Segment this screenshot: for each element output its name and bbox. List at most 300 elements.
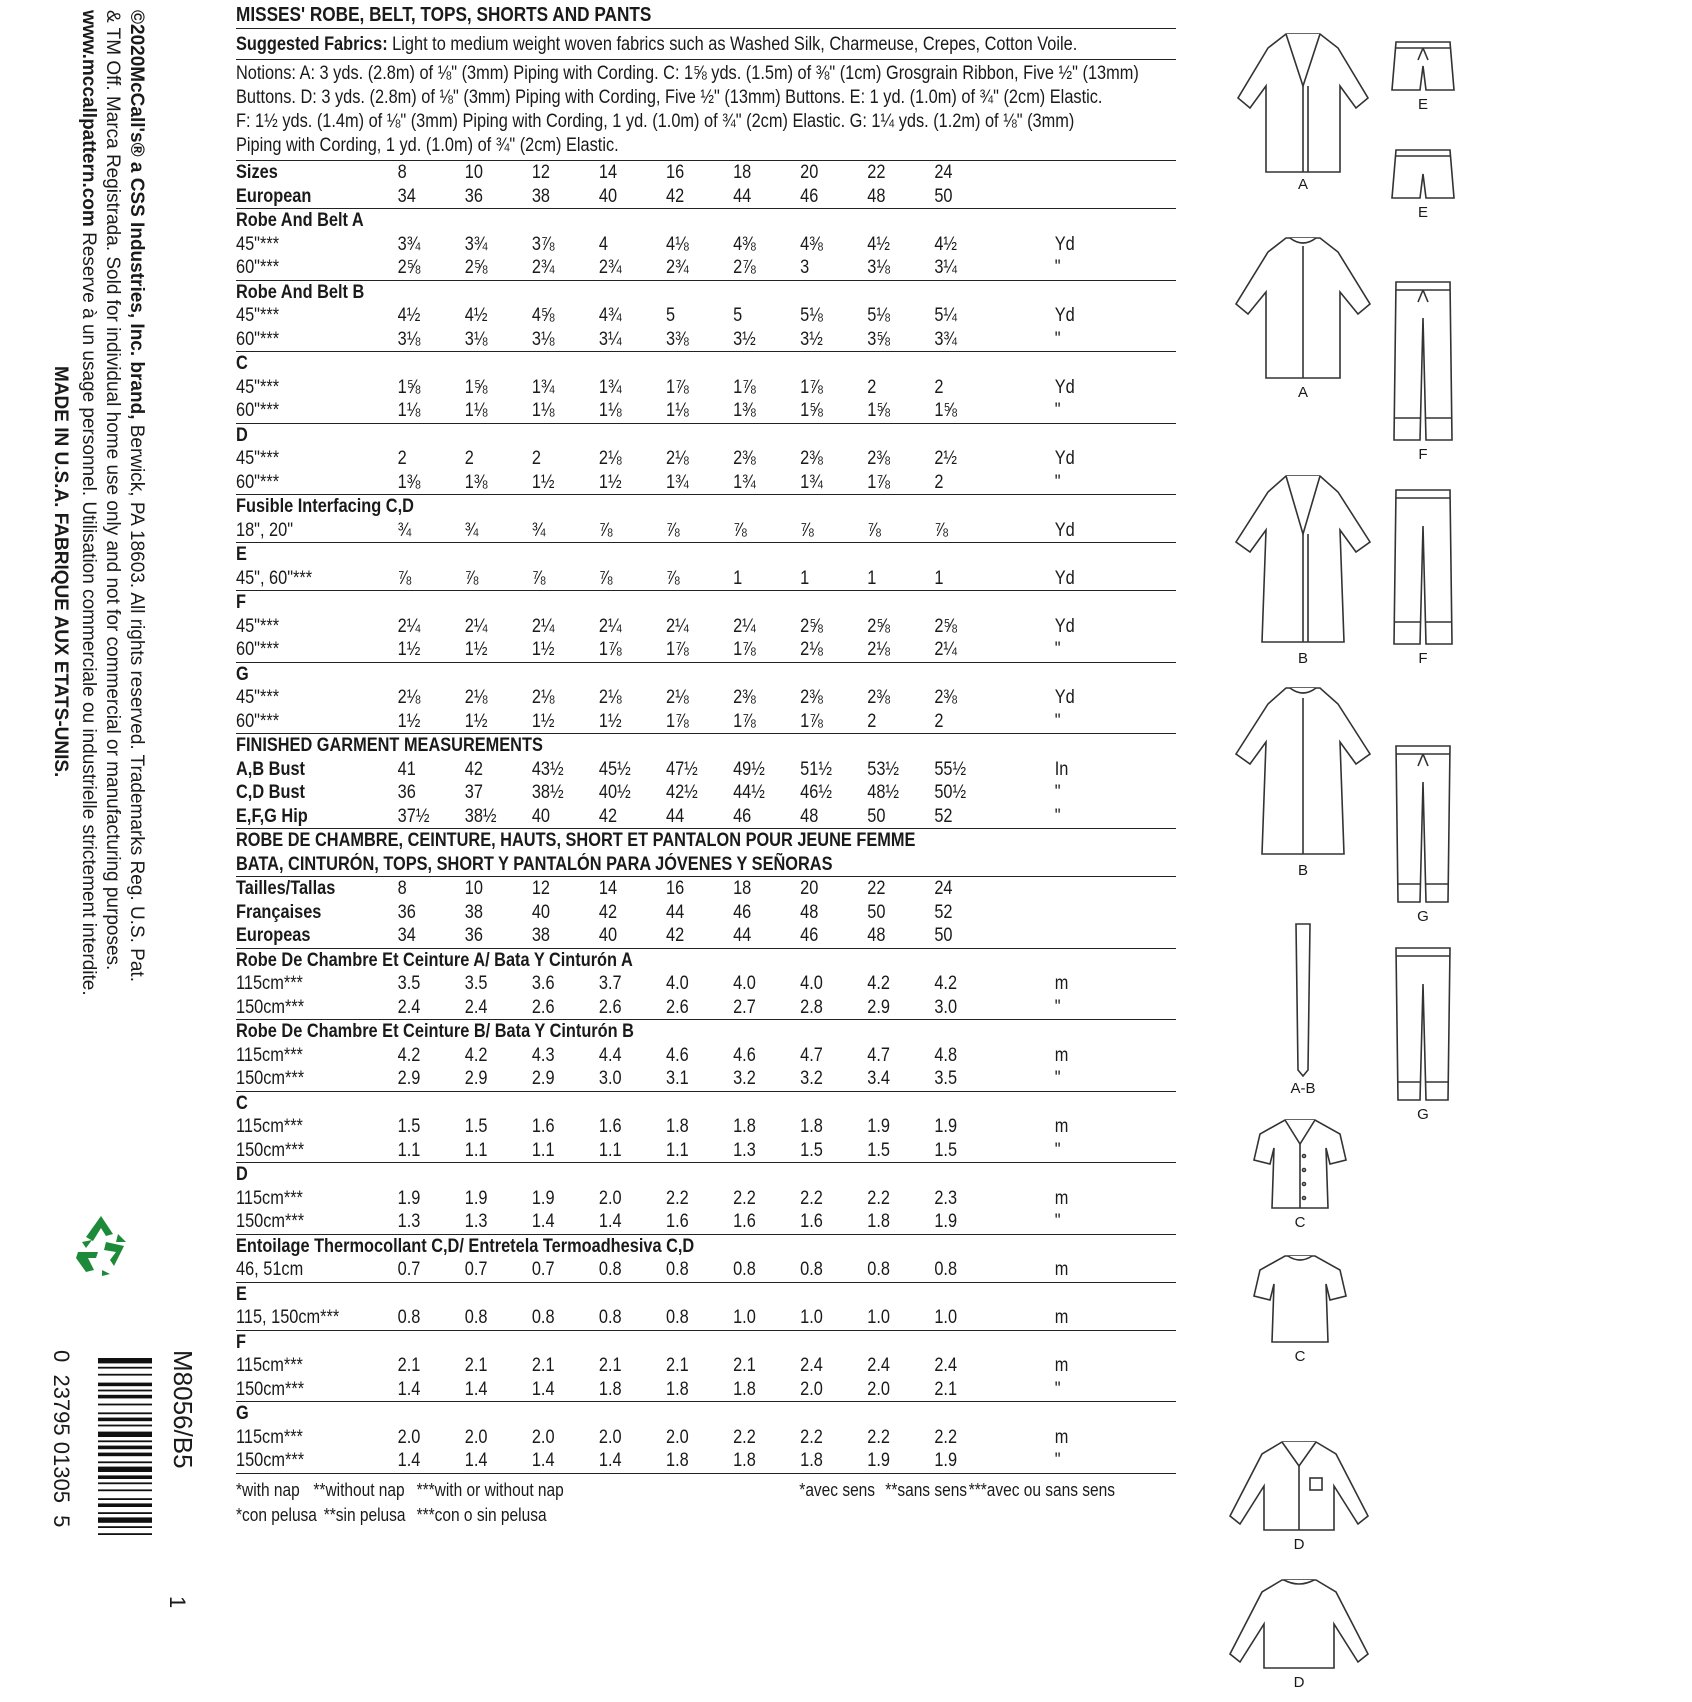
table-row bbox=[236, 901, 1176, 925]
table-cell: 2¼ bbox=[464, 615, 488, 637]
table-cell: 3⅝ bbox=[867, 328, 890, 350]
legal-line-3 bbox=[76, 10, 100, 996]
table-row bbox=[236, 638, 1176, 662]
view-label: B bbox=[1297, 650, 1308, 667]
table-cell: 24 bbox=[934, 162, 953, 183]
table-row bbox=[236, 710, 1176, 734]
robe-a-drawing bbox=[1228, 26, 1378, 193]
table-cell: 40 bbox=[531, 805, 551, 827]
table-cell: 3.7 bbox=[598, 973, 622, 994]
table-cell: 1.3 bbox=[733, 1139, 756, 1161]
table-cell: 3.5 bbox=[464, 973, 488, 994]
table-cell: 1⅞ bbox=[800, 710, 823, 732]
table-cell: 4.0 bbox=[800, 973, 823, 994]
table-row bbox=[236, 1354, 1176, 1378]
footnote-avec-ou-sans-sens: ***avec ou sans sens bbox=[968, 1479, 1116, 1500]
table-cell: 1.8 bbox=[598, 1378, 622, 1400]
table-cell: 2.0 bbox=[800, 1378, 823, 1400]
table-cell: 3.2 bbox=[800, 1068, 823, 1089]
table-cell: 1.6 bbox=[733, 1211, 756, 1232]
row-label: 45"*** bbox=[236, 687, 280, 708]
table-cell: 1⅞ bbox=[666, 710, 689, 732]
table-cell: 1.9 bbox=[867, 1116, 890, 1137]
table-cell: 2.0 bbox=[598, 1426, 622, 1448]
table-row bbox=[236, 1044, 1176, 1068]
table-cell: 3½ bbox=[733, 328, 756, 350]
table-cell: 1.4 bbox=[464, 1378, 488, 1400]
legal-line-4: MADE IN U.S.A. FABRIQUE AUX ETATS-UNIS. bbox=[50, 366, 71, 778]
table-cell: 1.4 bbox=[531, 1378, 555, 1400]
table-cell: 3⅛ bbox=[464, 328, 488, 350]
table-cell: 1⅞ bbox=[733, 710, 756, 732]
table-cell: 1.0 bbox=[800, 1307, 823, 1328]
unit-cell: m bbox=[1054, 1044, 1069, 1066]
table-cell: 2⅜ bbox=[867, 448, 890, 469]
table-cell: 40 bbox=[598, 185, 618, 207]
table-row bbox=[236, 615, 1176, 639]
table-cell: 0.7 bbox=[531, 1259, 555, 1280]
table-cell: 2.0 bbox=[867, 1378, 890, 1400]
table-cell: 2⅜ bbox=[733, 687, 756, 708]
section-title bbox=[236, 1020, 1176, 1044]
section-title bbox=[236, 1283, 1176, 1307]
table-cell: 1.5 bbox=[397, 1116, 421, 1137]
table-row bbox=[236, 1210, 1176, 1234]
table-cell: 3⅛ bbox=[397, 328, 421, 350]
table-cell: 1.8 bbox=[666, 1450, 689, 1471]
shorts-e-back-drawing bbox=[1388, 146, 1458, 221]
section-title-text: Fusible Interfacing C,D bbox=[236, 496, 414, 517]
row-label: 115cm*** bbox=[236, 1426, 303, 1448]
section-title bbox=[236, 853, 1176, 877]
row-label: 60"*** bbox=[236, 257, 280, 278]
table-cell: 1.4 bbox=[397, 1378, 421, 1400]
section-title bbox=[236, 829, 1176, 853]
view-label: G bbox=[1417, 908, 1429, 925]
table-cell: 2⅜ bbox=[733, 448, 756, 469]
table-cell: 1.1 bbox=[464, 1139, 488, 1161]
row-label: 18", 20" bbox=[236, 519, 294, 541]
table-cell: 1.6 bbox=[531, 1116, 555, 1137]
table-cell: 2⅜ bbox=[800, 687, 823, 708]
table-cell: 3.2 bbox=[733, 1068, 756, 1089]
table-cell: 37½ bbox=[397, 805, 430, 827]
table-cell: 2¼ bbox=[666, 615, 689, 637]
table-row bbox=[236, 519, 1176, 543]
table-cell: 3⅞ bbox=[531, 233, 555, 255]
table-cell: 2 bbox=[934, 376, 944, 398]
row-label: 60"*** bbox=[236, 639, 280, 660]
table-cell: 5⅛ bbox=[867, 305, 890, 326]
table-cell: 55½ bbox=[934, 758, 967, 780]
table-cell: 43½ bbox=[531, 758, 564, 780]
table-cell: 12 bbox=[531, 162, 551, 183]
table-cell: 3.4 bbox=[867, 1068, 890, 1089]
table-cell: 2.2 bbox=[934, 1426, 958, 1448]
notions-line: Notions: A: 3 yds. (2.8m) of ⅛" (3mm) Piping with Cording. C: 1⅝ yds. (1.5m) of ⅜" (1cm) Grosgrain Ribbon, Five ½" (13mm) bbox=[236, 63, 1139, 84]
table-cell: 2 bbox=[531, 448, 541, 469]
unit-cell: " bbox=[1054, 782, 1061, 803]
section-title-text: E bbox=[236, 544, 247, 565]
table-cell: 1.4 bbox=[531, 1211, 555, 1232]
table-cell: 1⅝ bbox=[867, 400, 890, 421]
fabrics-text: Light to medium weight woven fabrics such as Washed Silk, Charmeuse, Crepes, Cotton Voile. bbox=[387, 34, 1078, 55]
unit-cell: " bbox=[1054, 805, 1061, 827]
barcode-bar bbox=[98, 1404, 152, 1406]
table-cell: 3.0 bbox=[934, 996, 958, 1018]
table-cell: 51½ bbox=[800, 758, 832, 780]
row-label: 150cm*** bbox=[236, 1378, 305, 1400]
table-cell: 1.1 bbox=[531, 1139, 555, 1161]
unit-cell: Yd bbox=[1054, 567, 1075, 589]
table-cell: 4.0 bbox=[666, 973, 689, 994]
table-cell: 4.4 bbox=[598, 1044, 622, 1066]
row-label: 115cm*** bbox=[236, 1044, 303, 1066]
table-cell: 1⅞ bbox=[666, 639, 689, 660]
table-row bbox=[236, 1258, 1176, 1282]
table-cell: 2.9 bbox=[397, 1068, 421, 1089]
barcode-bar bbox=[98, 1446, 152, 1450]
table-cell: 2¾ bbox=[598, 257, 622, 278]
view-label: G bbox=[1417, 1106, 1429, 1123]
table-cell: 34 bbox=[397, 925, 416, 946]
table-cell: 1 bbox=[934, 567, 944, 589]
table-row bbox=[236, 328, 1176, 352]
page-title: MISSES' ROBE, BELT, TOPS, SHORTS AND PANTS bbox=[236, 4, 652, 26]
table-cell: 1½ bbox=[464, 639, 488, 660]
table-row bbox=[236, 1306, 1176, 1330]
table-cell: 1½ bbox=[598, 471, 622, 493]
table-row bbox=[236, 996, 1176, 1020]
legal-line-1 bbox=[124, 10, 148, 982]
unit-cell: " bbox=[1054, 1378, 1061, 1400]
barcode-bar bbox=[98, 1461, 152, 1463]
nap-footnotes bbox=[236, 1474, 1176, 1528]
table-cell: 14 bbox=[598, 162, 618, 183]
table-cell: 3.0 bbox=[598, 1068, 622, 1089]
unit-cell: m bbox=[1054, 1259, 1069, 1280]
table-cell: 4.2 bbox=[867, 973, 890, 994]
table-cell: 3 bbox=[800, 257, 810, 278]
barcode-number: 1 bbox=[165, 1596, 190, 1609]
table-cell: 38 bbox=[464, 901, 483, 923]
unit-cell: Yd bbox=[1054, 305, 1075, 326]
table-cell: 50 bbox=[934, 925, 953, 946]
table-cell: 42½ bbox=[666, 782, 698, 803]
table-cell: ⅞ bbox=[598, 519, 613, 541]
view-label: E bbox=[1417, 96, 1428, 113]
table-cell: 24 bbox=[934, 878, 953, 899]
table-cell: 1.6 bbox=[598, 1116, 622, 1137]
row-label: C,D Bust bbox=[236, 782, 306, 803]
table-cell: 2.0 bbox=[397, 1426, 421, 1448]
unit-cell: Yd bbox=[1054, 233, 1075, 255]
table-cell: 4.7 bbox=[867, 1044, 890, 1066]
section-title-text: C bbox=[236, 1092, 248, 1114]
table-cell: 0.8 bbox=[867, 1259, 890, 1280]
barcode-bar bbox=[98, 1418, 152, 1422]
table-cell: 1½ bbox=[397, 639, 421, 660]
robe-a-back-drawing bbox=[1228, 232, 1378, 401]
legal-line-2: & TM Off. Marca Registrada. Sold for individual home use only and not for commercial or manufacturing purposes. bbox=[102, 10, 123, 971]
table-cell: 2¼ bbox=[397, 615, 421, 637]
table-cell: 46 bbox=[733, 901, 752, 923]
row-label: 46, 51cm bbox=[236, 1259, 304, 1280]
table-cell: 2.9 bbox=[531, 1068, 555, 1089]
table-cell: 49½ bbox=[733, 758, 765, 780]
table-cell: 2⅝ bbox=[934, 615, 958, 637]
table-cell: 4⅜ bbox=[800, 233, 823, 255]
section-title bbox=[236, 1402, 1176, 1426]
table-cell: 44 bbox=[733, 925, 752, 946]
table-cell: 34 bbox=[397, 185, 416, 207]
barcode-bar bbox=[98, 1367, 152, 1369]
table-cell: 4.6 bbox=[666, 1044, 689, 1066]
table-cell: 4⅜ bbox=[733, 233, 756, 255]
table-cell: 5¼ bbox=[934, 305, 958, 326]
table-row bbox=[236, 1378, 1176, 1402]
table-cell: 2.2 bbox=[733, 1426, 756, 1448]
barcode-digits: 0 23795 01305 5 bbox=[49, 1350, 74, 1528]
unit-cell: m bbox=[1054, 1426, 1069, 1448]
fabrics-label: Suggested Fabrics: bbox=[236, 34, 388, 55]
table-cell: 0.7 bbox=[464, 1259, 488, 1280]
table-cell: 1.4 bbox=[598, 1450, 622, 1471]
table-cell: 1⅛ bbox=[598, 400, 622, 421]
table-cell: ⅞ bbox=[666, 567, 680, 589]
table-row bbox=[236, 256, 1176, 280]
table-cell: 2¾ bbox=[666, 257, 689, 278]
table-cell: 0.8 bbox=[598, 1307, 622, 1328]
table-row bbox=[236, 1187, 1176, 1211]
table-cell: 1⅞ bbox=[598, 639, 622, 660]
table-cell: 44 bbox=[733, 185, 752, 207]
row-label: A,B Bust bbox=[236, 758, 306, 780]
table-cell: 1⅜ bbox=[733, 400, 756, 421]
pants-f-back-drawing bbox=[1388, 486, 1458, 667]
table-cell: 1.8 bbox=[800, 1450, 823, 1471]
table-cell: 12 bbox=[531, 878, 551, 899]
table-cell: 1.8 bbox=[666, 1116, 689, 1137]
table-row bbox=[236, 567, 1176, 591]
table-cell: 1¾ bbox=[598, 376, 622, 398]
unit-cell: Yd bbox=[1054, 687, 1075, 708]
row-label: Françaises bbox=[236, 901, 322, 923]
section-title bbox=[236, 1163, 1176, 1187]
section-title-text: Robe De Chambre Et Ceinture A/ Bata Y Cinturón A bbox=[236, 949, 633, 971]
row-label: Europeas bbox=[236, 925, 311, 946]
unit-cell: " bbox=[1054, 710, 1061, 732]
row-label: 115cm*** bbox=[236, 1116, 303, 1137]
section-title bbox=[236, 424, 1176, 448]
table-cell: 3.5 bbox=[397, 973, 421, 994]
table-cell: 2⅛ bbox=[531, 687, 555, 708]
footnote-without-nap: **without nap bbox=[313, 1479, 405, 1500]
table-row bbox=[236, 805, 1176, 829]
table-cell: 0.8 bbox=[934, 1259, 958, 1280]
row-label: Tailles/Tallas bbox=[236, 878, 336, 899]
table-cell: ⅞ bbox=[867, 519, 881, 541]
table-cell: 4.2 bbox=[934, 973, 958, 994]
table-cell: 8 bbox=[397, 878, 407, 899]
table-cell: 0.8 bbox=[531, 1307, 555, 1328]
table-cell: 2.0 bbox=[598, 1187, 622, 1209]
barcode-bar bbox=[98, 1489, 152, 1491]
table-cell: 16 bbox=[666, 162, 685, 183]
table-cell: 1⅞ bbox=[733, 376, 756, 398]
barcode-bar bbox=[98, 1517, 152, 1522]
table-cell: 1.4 bbox=[531, 1450, 555, 1471]
robe-b-drawing bbox=[1228, 470, 1378, 667]
table-cell: 2.1 bbox=[397, 1355, 421, 1376]
table-cell: 1⅞ bbox=[800, 376, 823, 398]
view-label: A bbox=[1297, 176, 1308, 193]
website-link[interactable]: www.mccallpattern.com bbox=[78, 10, 99, 227]
section-title-text: Robe And Belt B bbox=[236, 281, 365, 303]
table-cell: 10 bbox=[464, 878, 483, 899]
row-label: 150cm*** bbox=[236, 1450, 305, 1471]
table-cell: ⅞ bbox=[531, 567, 546, 589]
table-cell: 1⅜ bbox=[397, 471, 421, 493]
table-cell: 45½ bbox=[598, 758, 631, 780]
row-label: 45"*** bbox=[236, 615, 280, 637]
table-cell: 2.4 bbox=[464, 996, 488, 1018]
section-title-text: G bbox=[236, 663, 249, 685]
section-title bbox=[236, 209, 1176, 233]
table-cell: 44 bbox=[666, 901, 685, 923]
table-cell: 18 bbox=[733, 878, 752, 899]
barcode-bar bbox=[98, 1475, 152, 1479]
section-title-text: C bbox=[236, 353, 248, 374]
table-cell: 3⅜ bbox=[666, 328, 689, 350]
table-cell: 46 bbox=[733, 805, 752, 827]
table-cell: 1.9 bbox=[464, 1187, 488, 1209]
table-cell: 1⅞ bbox=[666, 376, 689, 398]
table-cell: ⅞ bbox=[934, 519, 948, 541]
shorts-e-drawing bbox=[1388, 38, 1458, 113]
table-row bbox=[236, 304, 1176, 328]
table-cell: 1⅝ bbox=[397, 376, 421, 398]
table-cell: 1½ bbox=[531, 710, 555, 732]
notions bbox=[236, 60, 1176, 160]
view-label: F bbox=[1418, 446, 1428, 463]
table-cell: 1⅝ bbox=[800, 400, 823, 421]
table-cell: 1⅛ bbox=[397, 400, 421, 421]
table-cell: 50 bbox=[934, 185, 953, 207]
table-cell: 1.8 bbox=[733, 1116, 756, 1137]
table-cell: 2⅜ bbox=[800, 448, 823, 469]
us-yardage-table bbox=[236, 161, 1176, 829]
table-row bbox=[236, 233, 1176, 257]
table-cell: 2.9 bbox=[867, 996, 890, 1018]
barcode bbox=[72, 1350, 152, 1620]
table-row bbox=[236, 185, 1176, 209]
section-title bbox=[236, 543, 1176, 567]
unit-cell: In bbox=[1054, 758, 1069, 780]
table-row bbox=[236, 161, 1176, 185]
table-cell: 2 bbox=[867, 710, 877, 732]
section-title-text: ROBE DE CHAMBRE, CEINTURE, HAUTS, SHORT ET PANTALON POUR JEUNE FEMME bbox=[236, 830, 916, 851]
table-cell: 4.2 bbox=[397, 1044, 421, 1066]
view-label: A-B bbox=[1290, 1080, 1316, 1097]
table-cell: 2.2 bbox=[800, 1426, 823, 1448]
unit-cell: " bbox=[1054, 1139, 1061, 1161]
section-title bbox=[236, 591, 1176, 615]
table-cell: 2.8 bbox=[800, 996, 823, 1018]
table-cell: 50 bbox=[867, 901, 886, 923]
section-title bbox=[236, 1092, 1176, 1116]
table-cell: 2.4 bbox=[397, 996, 421, 1018]
table-cell: 1¾ bbox=[733, 471, 756, 493]
table-cell: 1.8 bbox=[800, 1116, 823, 1137]
table-cell: 4.8 bbox=[934, 1044, 958, 1066]
table-cell: 2 bbox=[464, 448, 474, 469]
table-cell: 0.8 bbox=[598, 1259, 622, 1280]
table-cell: 2⅛ bbox=[598, 448, 622, 469]
table-cell: 2⅛ bbox=[397, 687, 421, 708]
table-cell: 2⅛ bbox=[464, 687, 488, 708]
table-cell: 2.7 bbox=[733, 996, 756, 1018]
table-cell: 1¾ bbox=[800, 471, 823, 493]
row-label: 45"*** bbox=[236, 448, 280, 469]
table-cell: 2⅝ bbox=[800, 615, 823, 637]
table-cell: 10 bbox=[464, 162, 483, 183]
recycle-icon bbox=[68, 1212, 134, 1278]
table-cell: 2⅛ bbox=[800, 639, 823, 660]
notions-line: Buttons. D: 3 yds. (2.8m) of ⅛" (3mm) Piping with Cording, Five ½" (13mm) Buttons. E: 1 yd. (1.0m) of ¾" (2cm) Elastic. bbox=[236, 87, 1103, 108]
table-cell: 0.8 bbox=[800, 1259, 823, 1280]
table-cell: 2.1 bbox=[666, 1355, 689, 1376]
table-cell: 2¼ bbox=[733, 615, 756, 637]
table-cell: 3.6 bbox=[531, 973, 555, 994]
table-cell: 41 bbox=[397, 758, 416, 780]
table-cell: 1.8 bbox=[733, 1450, 756, 1471]
top-d-drawing bbox=[1224, 1436, 1374, 1553]
table-cell: 2.1 bbox=[598, 1355, 622, 1376]
table-row bbox=[236, 1115, 1176, 1139]
section-title-text: F bbox=[236, 592, 246, 613]
pattern-code: M8056/B5 bbox=[168, 1350, 198, 1469]
barcode-bar bbox=[98, 1412, 152, 1414]
unit-cell: Yd bbox=[1054, 376, 1075, 398]
table-cell: 0.8 bbox=[666, 1307, 689, 1328]
table-cell: ¾ bbox=[397, 519, 412, 541]
table-cell: 42 bbox=[464, 758, 483, 780]
barcode-bar bbox=[98, 1482, 152, 1484]
row-label: E,F,G Hip bbox=[236, 805, 308, 827]
technical-drawings bbox=[1210, 0, 1510, 1692]
unit-cell: " bbox=[1054, 639, 1061, 660]
table-cell: 46 bbox=[800, 925, 819, 946]
top-c-drawing bbox=[1250, 1114, 1350, 1231]
table-cell: 1.9 bbox=[867, 1450, 890, 1471]
footnote-con-o-sin-pelusa: ***con o sin pelusa bbox=[416, 1504, 547, 1525]
view-label: C bbox=[1294, 1348, 1306, 1365]
table-cell: 2¼ bbox=[598, 615, 622, 637]
barcode-bar bbox=[98, 1453, 152, 1457]
footnote-row bbox=[236, 1478, 1176, 1503]
table-row bbox=[236, 924, 1176, 948]
table-cell: 1.6 bbox=[800, 1211, 823, 1232]
table-cell: 4.7 bbox=[800, 1044, 823, 1066]
table-cell: 1.3 bbox=[464, 1211, 488, 1232]
table-cell: 2.1 bbox=[464, 1355, 488, 1376]
section-title bbox=[236, 495, 1176, 519]
row-label: 60"*** bbox=[236, 471, 280, 493]
table-row bbox=[236, 376, 1176, 400]
table-cell: 38 bbox=[531, 925, 551, 946]
table-cell: 40 bbox=[598, 925, 618, 946]
